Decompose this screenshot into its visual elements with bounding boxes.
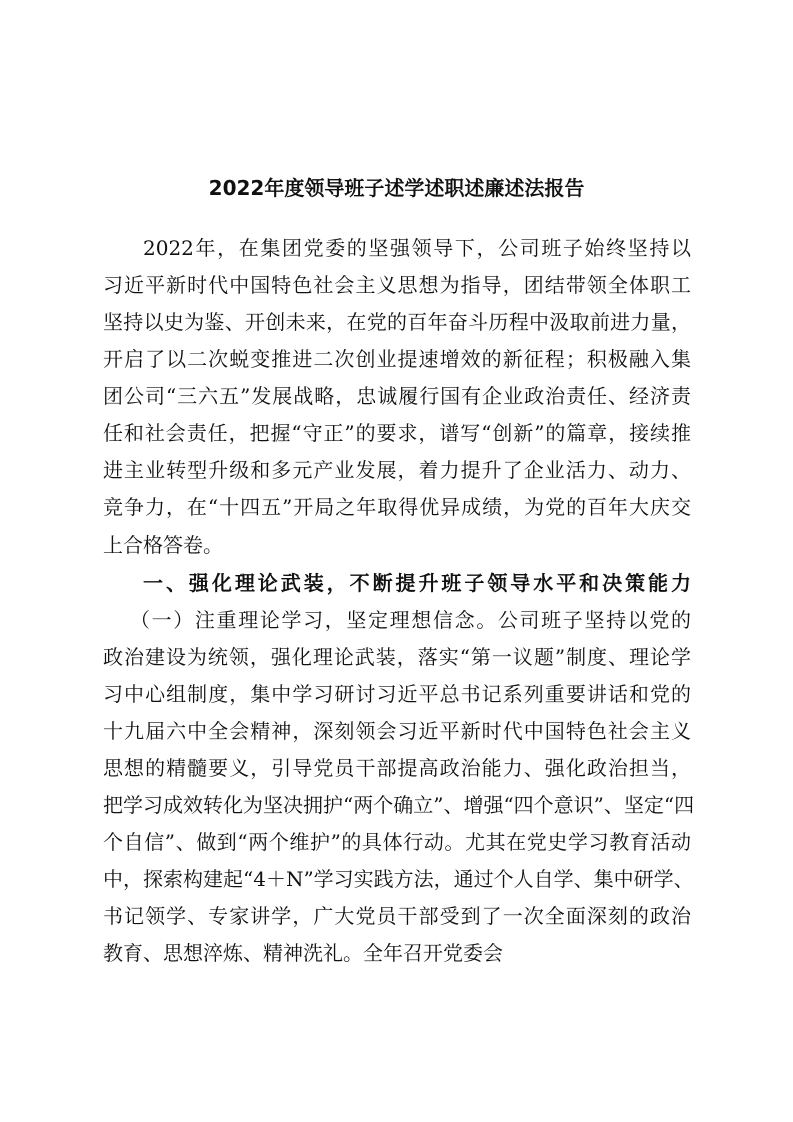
paragraph-line: 进主业转型升级和多元产业发展，着力提升了企业活力、动力、 (103, 458, 691, 482)
paragraph-line: 思想的精髓要义，引导党员干部提高政治能力、强化政治担当， (103, 756, 691, 780)
paragraph-line: 习近平新时代中国特色社会主义思想为指导，团结带领全体职工 (103, 273, 691, 297)
paragraph-line: 团公司“三六五”发展战略，忠诚履行国有企业政治责任、经济责 (103, 384, 691, 408)
section-heading: 一、强化理论武装，不断提升班子领导水平和决策能力 (143, 571, 691, 595)
paragraph-line: （一）注重理论学习，坚定理想信念。公司班子坚持以党的 (130, 608, 691, 632)
paragraph-line: 开启了以二次蜕变推进二次创业提速增效的新征程；积极融入集 (103, 347, 691, 371)
paragraph-line: 坚持以史为鉴、开创未来，在党的百年奋斗历程中汲取前进力量， (103, 310, 691, 334)
document-title: 2022年度领导班子述学述职述廉述法报告 (208, 176, 585, 200)
paragraph-line: 中，探索构建起“4＋N”学习实践方法，通过个人自学、集中研学、 (103, 867, 694, 891)
paragraph-line: 习中心组制度，集中学习研讨习近平总书记系列重要讲话和党的 (103, 682, 691, 706)
paragraph-line: 把学习成效转化为坚决拥护“两个确立”、增强“四个意识”、坚定“四 (103, 793, 695, 817)
paragraph-line: 上合格答卷。 (103, 533, 223, 557)
paragraph-line: 竞争力，在“十四五”开局之年取得优异成绩，为党的百年大庆交 (103, 495, 691, 519)
paragraph-line: 政治建设为统领，强化理论武装，落实“第一议题”制度、理论学 (103, 645, 691, 669)
paragraph-line: 十九届六中全会精神，深刻领会习近平新时代中国特色社会主义 (103, 719, 691, 743)
paragraph-line: 教育、思想淬炼、精神洗礼。全年召开党委会 (103, 941, 503, 965)
paragraph-line: 书记领学、专家讲学，广大党员干部受到了一次全面深刻的政治 (103, 904, 691, 928)
paragraph-line: 任和社会责任，把握“守正”的要求，谱写“创新”的篇章，接续推 (103, 421, 691, 445)
paragraph-line: 个自信”、做到“两个维护”的具体行动。尤其在党史学习教育活动 (103, 830, 691, 854)
paragraph-line: 2022年，在集团党委的坚强领导下，公司班子始终坚持以 (143, 236, 691, 260)
